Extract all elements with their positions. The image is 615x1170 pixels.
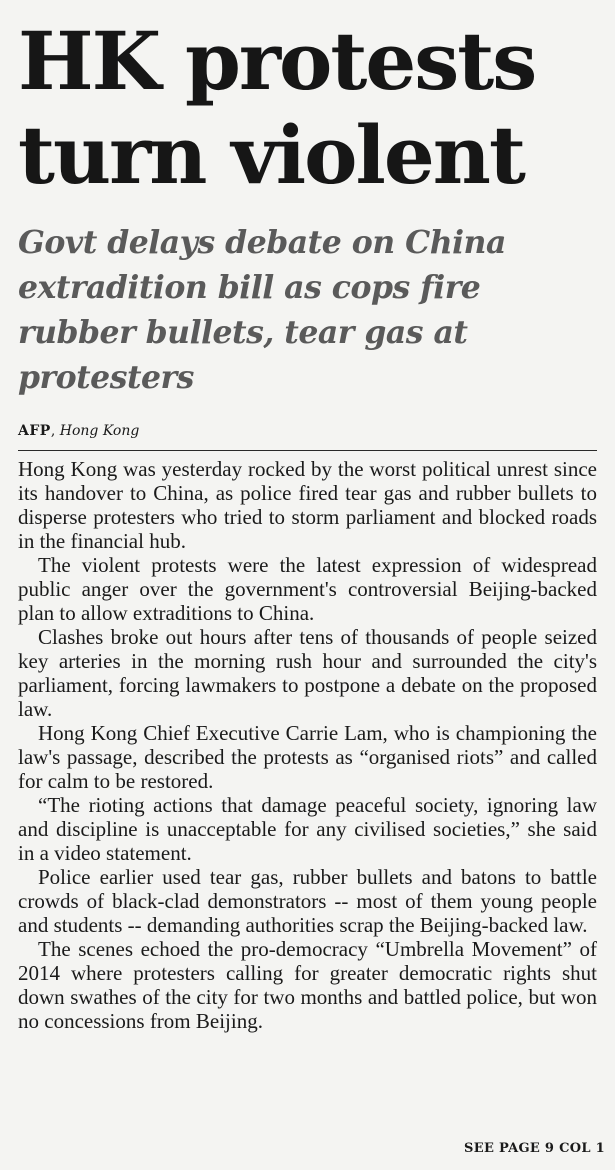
byline-location: Hong Kong [59, 423, 140, 439]
jump-line[interactable]: SEE PAGE 9 COL 1 [464, 1141, 605, 1156]
byline-separator: , [50, 423, 60, 439]
byline [18, 422, 601, 440]
article-body [18, 457, 597, 1033]
headline: HK protests turn violent [18, 14, 536, 202]
paragraph: The scenes echoed the pro-democracy “Umbrella Movement” of 2014 where protesters calling for greater democratic rights shut down swathes of the city for two months and battled police, but won no concessions from Beijing. [18, 937, 597, 1033]
byline-rule [18, 450, 597, 451]
paragraph: Police earlier used tear gas, rubber bullets and batons to battle crowds of black-clad demonstrators -- most of them young people and students -- demanding authorities scrap the Beijing-backed law. [18, 865, 597, 937]
paragraph: Hong Kong Chief Executive Carrie Lam, who is championing the law's passage, described the protests as “organised riots” and called for calm to be restored. [18, 721, 597, 793]
paragraph: The violent protests were the latest expression of widespread public anger over the government's controversial Beijing-backed plan to allow extraditions to China. [18, 553, 597, 625]
deck-subheadline: Govt delays debate on China extradition bill as cops fire rubber bullets, tear gas at protesters [18, 224, 506, 396]
paragraph: Hong Kong was yesterday rocked by the worst political unrest since its handover to China, as police fired tear gas and rubber bullets to disperse protesters who tried to storm parliament and blocked roads in the financial hub. [18, 457, 597, 553]
paragraph: “The rioting actions that damage peaceful society, ignoring law and discipline is unacceptable for any civilised societies,” she said in a video statement. [18, 793, 597, 865]
byline-agency: AFP [18, 423, 51, 439]
paragraph: Clashes broke out hours after tens of thousands of people seized key arteries in the morning rush hour and surrounded the city's parliament, forcing lawmakers to postpone a debate on the proposed law. [18, 625, 597, 721]
